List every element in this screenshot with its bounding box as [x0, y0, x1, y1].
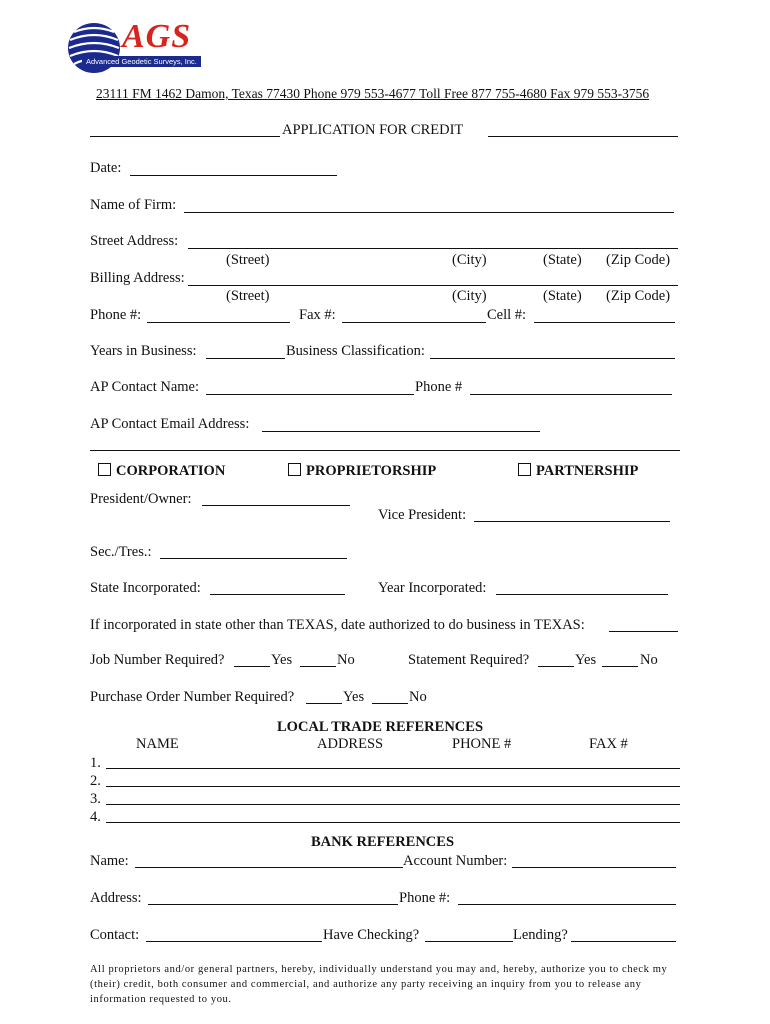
trade-row-field[interactable]: [106, 822, 680, 823]
trade-row-number: 3.: [90, 791, 101, 807]
trade-col-name: NAME: [136, 736, 179, 752]
state-incorporated-field[interactable]: [210, 594, 345, 595]
proprietorship-option[interactable]: [288, 463, 436, 480]
job-number-no-field[interactable]: [300, 666, 336, 667]
po-number-yes-label: Yes: [343, 689, 365, 705]
statement-yes-label: Yes: [575, 652, 597, 668]
proprietorship-checkbox[interactable]: [288, 463, 301, 476]
trade-row-field[interactable]: [106, 804, 680, 805]
company-address-line: 23111 FM 1462 Damon, Texas 77430 Phone 979 553-4677 Toll Free 877 755-4680 Fax 979 553-3756: [96, 86, 650, 101]
state-incorporated-label: State Incorporated:: [90, 580, 201, 596]
sec-tres-label: Sec./Tres.:: [90, 544, 152, 560]
billing-address-label: Billing Address:: [90, 270, 185, 286]
bank-lending-field[interactable]: [571, 941, 676, 942]
phone-field[interactable]: [147, 322, 290, 323]
trade-row-field[interactable]: [106, 768, 680, 769]
trade-row-number: 1.: [90, 755, 101, 771]
job-number-yes-label: Yes: [271, 652, 293, 668]
corporation-checkbox[interactable]: [98, 463, 111, 476]
bank-checking-field[interactable]: [425, 941, 513, 942]
classification-label: Business Classification:: [286, 343, 425, 359]
years-field[interactable]: [206, 358, 285, 359]
po-number-no-label: No: [409, 689, 427, 705]
billing-address-field[interactable]: [188, 285, 678, 286]
street-address-label: Street Address:: [90, 233, 179, 249]
trade-row-number: 4.: [90, 809, 101, 825]
bank-address-field[interactable]: [148, 904, 398, 905]
trade-col-fax: FAX #: [589, 736, 628, 752]
ap-email-label: AP Contact Email Address:: [90, 416, 250, 432]
proprietorship-label: PROPRIETORSHIP: [306, 463, 437, 479]
title-rule-left: [90, 136, 280, 137]
vice-president-label: Vice President:: [378, 507, 467, 523]
logo-wordmark: AGS: [122, 18, 192, 55]
trade-row-field[interactable]: [106, 786, 680, 787]
zip-sublabel: (Zip Code): [606, 252, 671, 268]
trade-references-heading: LOCAL TRADE REFERENCES: [277, 719, 484, 735]
fax-field[interactable]: [342, 322, 486, 323]
bank-lending-label: Lending?: [513, 927, 568, 943]
po-number-label: Purchase Order Number Required?: [90, 689, 295, 705]
authorization-statement: All proprietors and/or general partners, hereby, individually understand you may and, hereby, authorize you to check my (their) credit, both consumer and commercial, and authorize any party receiving an inquiry from you to release any information requested to you.: [90, 964, 668, 1005]
bank-account-field[interactable]: [512, 867, 676, 868]
bank-contact-label: Contact:: [90, 927, 140, 943]
statement-no-label: No: [640, 652, 658, 668]
president-field[interactable]: [202, 505, 350, 506]
statement-yes-field[interactable]: [538, 666, 574, 667]
cell-label: Cell #:: [487, 307, 527, 323]
bank-checking-label: Have Checking?: [323, 927, 420, 943]
logo-tagline: Advanced Geodetic Surveys, Inc.: [82, 56, 201, 67]
bank-address-label: Address:: [90, 890, 142, 906]
ap-email-field[interactable]: [262, 431, 540, 432]
bank-phone-label: Phone #:: [399, 890, 451, 906]
section-divider: [90, 450, 680, 451]
statement-no-field[interactable]: [602, 666, 638, 667]
trade-row-number: 2.: [90, 773, 101, 789]
sec-tres-field[interactable]: [160, 558, 347, 559]
partnership-label: PARTNERSHIP: [536, 463, 639, 479]
firm-field[interactable]: [184, 212, 674, 213]
job-number-label: Job Number Required?: [90, 652, 225, 668]
year-incorporated-field[interactable]: [496, 594, 668, 595]
date-label: Date:: [90, 160, 122, 176]
bank-account-label: Account Number:: [403, 853, 508, 869]
ap-contact-label: AP Contact Name:: [90, 379, 199, 395]
other-state-label: If incorporated in state other than TEXAS, date authorized to do business in TEXAS:: [90, 617, 585, 633]
bank-references-heading: BANK REFERENCES: [311, 834, 455, 850]
classification-field[interactable]: [430, 358, 675, 359]
president-label: President/Owner:: [90, 491, 192, 507]
statement-label: Statement Required?: [408, 652, 530, 668]
city-sublabel: (City): [452, 252, 487, 268]
job-number-no-label: No: [337, 652, 355, 668]
fax-label: Fax #:: [299, 307, 336, 323]
billing-state-sublabel: (State): [543, 288, 582, 304]
company-logo: [66, 20, 206, 76]
globe-icon: [66, 20, 124, 76]
cell-field[interactable]: [534, 322, 675, 323]
po-number-yes-field[interactable]: [306, 703, 342, 704]
ap-phone-label: Phone #: [415, 379, 463, 395]
trade-col-address: ADDRESS: [317, 736, 384, 752]
po-number-no-field[interactable]: [372, 703, 408, 704]
street-address-field[interactable]: [188, 248, 678, 249]
partnership-option[interactable]: [518, 463, 638, 480]
phone-label: Phone #:: [90, 307, 142, 323]
trade-col-phone: PHONE #: [452, 736, 512, 752]
form-title: APPLICATION FOR CREDIT: [282, 122, 464, 138]
street-sublabel: (Street): [226, 252, 270, 268]
bank-name-field[interactable]: [135, 867, 403, 868]
state-sublabel: (State): [543, 252, 582, 268]
job-number-yes-field[interactable]: [234, 666, 270, 667]
bank-contact-field[interactable]: [146, 941, 322, 942]
year-incorporated-label: Year Incorporated:: [378, 580, 487, 596]
title-rule-right: [488, 136, 678, 137]
vice-president-field[interactable]: [474, 521, 670, 522]
billing-zip-sublabel: (Zip Code): [606, 288, 671, 304]
bank-phone-field[interactable]: [458, 904, 676, 905]
ap-contact-field[interactable]: [206, 394, 414, 395]
partnership-checkbox[interactable]: [518, 463, 531, 476]
other-state-field[interactable]: [609, 631, 678, 632]
corporation-label: CORPORATION: [116, 463, 226, 479]
date-field[interactable]: [130, 175, 337, 176]
corporation-option[interactable]: [98, 463, 225, 480]
ap-phone-field[interactable]: [470, 394, 672, 395]
billing-city-sublabel: (City): [452, 288, 487, 304]
firm-label: Name of Firm:: [90, 197, 177, 213]
bank-name-label: Name:: [90, 853, 129, 869]
billing-street-sublabel: (Street): [226, 288, 270, 304]
years-label: Years in Business:: [90, 343, 197, 359]
